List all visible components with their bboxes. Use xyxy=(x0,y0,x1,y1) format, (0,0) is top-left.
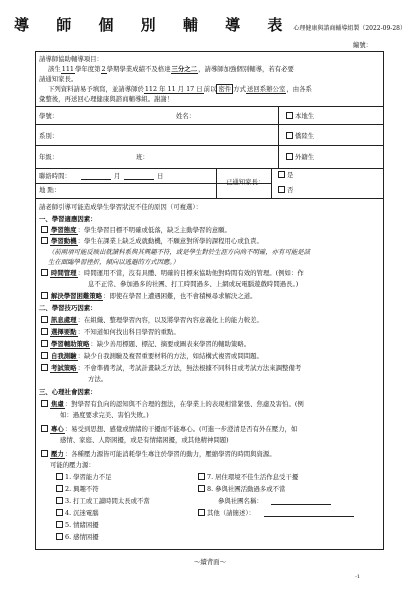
checkbox-icon xyxy=(56,485,63,492)
club-name-field[interactable] xyxy=(271,504,331,505)
checkbox-icon xyxy=(41,400,48,407)
club-name-label: 參與社團名稱： xyxy=(218,497,263,505)
stressor-intro: 可能的壓力源： xyxy=(50,461,95,469)
section-3-title: 三、心理社會因素： xyxy=(39,388,97,396)
confidential-method: 密件 xyxy=(218,85,232,93)
notified-no[interactable]: 否 xyxy=(278,186,293,194)
other-field[interactable] xyxy=(264,516,354,517)
page-title xyxy=(0,14,420,35)
factor-key-points[interactable]: 選擇要點：不知道如何找出科目學習的重點。 xyxy=(41,328,180,336)
serial-label: 編號： xyxy=(352,41,372,49)
checkbox-icon xyxy=(56,533,63,540)
stressor-2[interactable]: 2. 興趣不符 xyxy=(56,485,99,493)
stressor-other[interactable]: 其他（請簡述）： xyxy=(198,509,255,517)
analysis-intro: 請老師引導可能造成學生學習狀況不佳的原因（可複選）： xyxy=(39,203,202,211)
checkbox-icon xyxy=(56,497,63,504)
checkbox-icon xyxy=(41,425,48,432)
form-title: 導 師 個 別 輔 導 表 xyxy=(14,16,294,34)
status-foreign[interactable]: 外籍生 xyxy=(286,153,314,161)
dept-label: 系別： xyxy=(39,132,59,140)
stressor-6[interactable]: 6. 感情困擾 xyxy=(56,533,99,541)
factor-time-management[interactable]: 時間管理：時間運用不當，沒有具體、明確的目標來協助他對時間有效的管理。(例如：作 xyxy=(41,269,304,277)
checkbox-icon xyxy=(286,153,293,160)
time-management-cont: 息不正常、參加過多的社團、打工時間過多、上網或玩電腦遊戲時間過長。) xyxy=(88,280,299,288)
factor-info-processing[interactable]: 訊息處理：在組織、整理學習內容，以及將學習內容意義化上的能力較差。 xyxy=(41,316,263,324)
factor-problem-solving[interactable]: 解決學習困難策略：即使在學習上遭遇困難，也不會積極尋求解決之道。 xyxy=(41,292,257,300)
factor-stress[interactable]: 壓力：各種壓力源皆可能消耗學生專注於學習的動力，壓縮學習的時間與資源。 xyxy=(41,450,276,458)
checkbox-icon xyxy=(278,171,285,178)
notified-yes[interactable]: 是 xyxy=(278,171,293,179)
intro-line-4: 下列資料請易予填寫，並請導師於112 年 11 月 17 日前以 密件 方式送回系辦公室，由各系 xyxy=(48,85,312,93)
factor-study-aids[interactable]: 學習輔助策略：缺少善用標題、標記、摘要或圖表來學習的輔助策略。 xyxy=(41,340,250,348)
checkbox-icon xyxy=(286,132,293,139)
contact-date-label: 聯絡時間： xyxy=(39,172,71,180)
semester: 2 xyxy=(101,65,106,73)
day-label: 日 xyxy=(157,172,164,180)
grade-label: 年級： xyxy=(39,153,59,161)
checkbox-icon xyxy=(41,292,48,299)
intro-line-1: 請導師協助輔導項目： xyxy=(39,55,103,63)
checkbox-icon xyxy=(41,226,48,233)
section-2-title: 二、學習技巧因素： xyxy=(39,304,97,312)
location-label: 地 點： xyxy=(39,186,61,194)
note-line-2: 生在面臨學習挫折，傾向以逃避的方式因應。） xyxy=(48,258,180,266)
intro-line-5: 彙整後，再送回心理健康與諮商輔導組。謝謝！ xyxy=(39,95,174,103)
parent-notified-label: 已通知家長： xyxy=(226,178,265,186)
factor-motivation[interactable]: 學習動機：學生在課業上缺乏成就動機，不願意對所學的課程用心或負責。 xyxy=(41,237,263,245)
form-subtitle: 心理健康與諮商輔導組製（2022-09-28） xyxy=(293,25,406,32)
stressor-8[interactable]: 8. 參與社團活動過多或不當 xyxy=(198,485,285,493)
academic-year: 111 xyxy=(61,65,74,73)
focus-cont: 感情、家庭、人際困擾，或是有情緒困擾，或其他精神問題) xyxy=(60,436,229,444)
page-number: -1 xyxy=(355,574,360,580)
checkbox-icon xyxy=(286,112,293,119)
factor-focus[interactable]: 專心：易受到思想、感覺或情緒的干擾而不能專心。(可進一步澄清是否有外在壓力，如 xyxy=(41,425,297,433)
intro-line-2: 該生111學年度第2學期學業成績不及格達三分之二，請導師加強個別輔導，若有必要 xyxy=(48,65,294,73)
student-id-label: 學號： xyxy=(39,112,59,120)
stressor-5[interactable]: 5. 情緒困擾 xyxy=(56,521,99,529)
checkbox-icon xyxy=(41,328,48,335)
stressor-7[interactable]: 7. 居住環境不佳生活作息受干擾 xyxy=(198,473,298,481)
checkbox-icon xyxy=(198,485,205,492)
factor-exam-strategy[interactable]: 考試策略：不會準備考試，考試計畫缺乏方法，無法根據不同科目或考試方法來調整備考 xyxy=(41,364,301,372)
return-destination: 送回系辦公室 xyxy=(247,85,286,93)
day-field[interactable] xyxy=(124,172,154,180)
stressor-1[interactable]: 1. 學習能力不足 xyxy=(56,473,111,481)
fail-fraction: 三分之二 xyxy=(171,65,198,73)
stressor-4[interactable]: 4. 沉迷電腦 xyxy=(56,509,99,517)
anxiety-cont: 如：過度要求完美、害怕失敗。) xyxy=(60,411,149,419)
checkbox-icon xyxy=(41,269,48,276)
checkbox-icon xyxy=(41,316,48,323)
continued-note: ～續背面～ xyxy=(194,558,226,566)
deadline-date: 112 年 11 月 17 日 xyxy=(144,85,203,93)
checkbox-icon xyxy=(41,237,48,244)
checkbox-icon xyxy=(41,364,48,371)
factor-anxiety[interactable]: 焦慮：對學習有負向的認知與不合理的想法，在學業上的表現相當緊張、焦慮及害怕。(例 xyxy=(41,400,304,408)
checkbox-icon xyxy=(198,473,205,480)
checkbox-icon xyxy=(278,186,285,193)
checkbox-icon xyxy=(198,509,205,516)
month-label: 月 xyxy=(114,172,121,180)
checkbox-icon xyxy=(56,521,63,528)
intro-line-3: 請通知家長。 xyxy=(39,75,78,83)
status-local[interactable]: 本地生 xyxy=(286,112,314,120)
checkbox-icon xyxy=(41,352,48,359)
student-name-label: 姓名： xyxy=(176,112,196,120)
checkbox-icon xyxy=(56,509,63,516)
exam-strategy-cont: 方法。 xyxy=(88,375,108,383)
factor-attitude[interactable]: 學習態度：學生學習目標不明確或低落，缺乏主動學習的意願。 xyxy=(41,226,231,234)
factor-self-test[interactable]: 自我測驗：缺少自我測驗及複習重要材料的方法，如結構式複習或問問題。 xyxy=(41,352,263,360)
note-line-1: （前兩項可能反映出就讀科系與其興趣不符，或是學生對於生涯方向尚不明確，亦有可能是該 xyxy=(48,248,311,256)
month-field[interactable] xyxy=(81,172,111,180)
class-label: 班： xyxy=(136,153,149,161)
checkbox-icon xyxy=(41,450,48,457)
checkbox-icon xyxy=(41,340,48,347)
stressor-3[interactable]: 3. 打工或工讀時間太長或不當 xyxy=(56,497,150,505)
form-sheet xyxy=(35,51,384,550)
status-overseas[interactable]: 僑陸生 xyxy=(286,132,314,140)
checkbox-icon xyxy=(56,473,63,480)
section-1-title: 一、學習適應因素： xyxy=(39,215,97,223)
